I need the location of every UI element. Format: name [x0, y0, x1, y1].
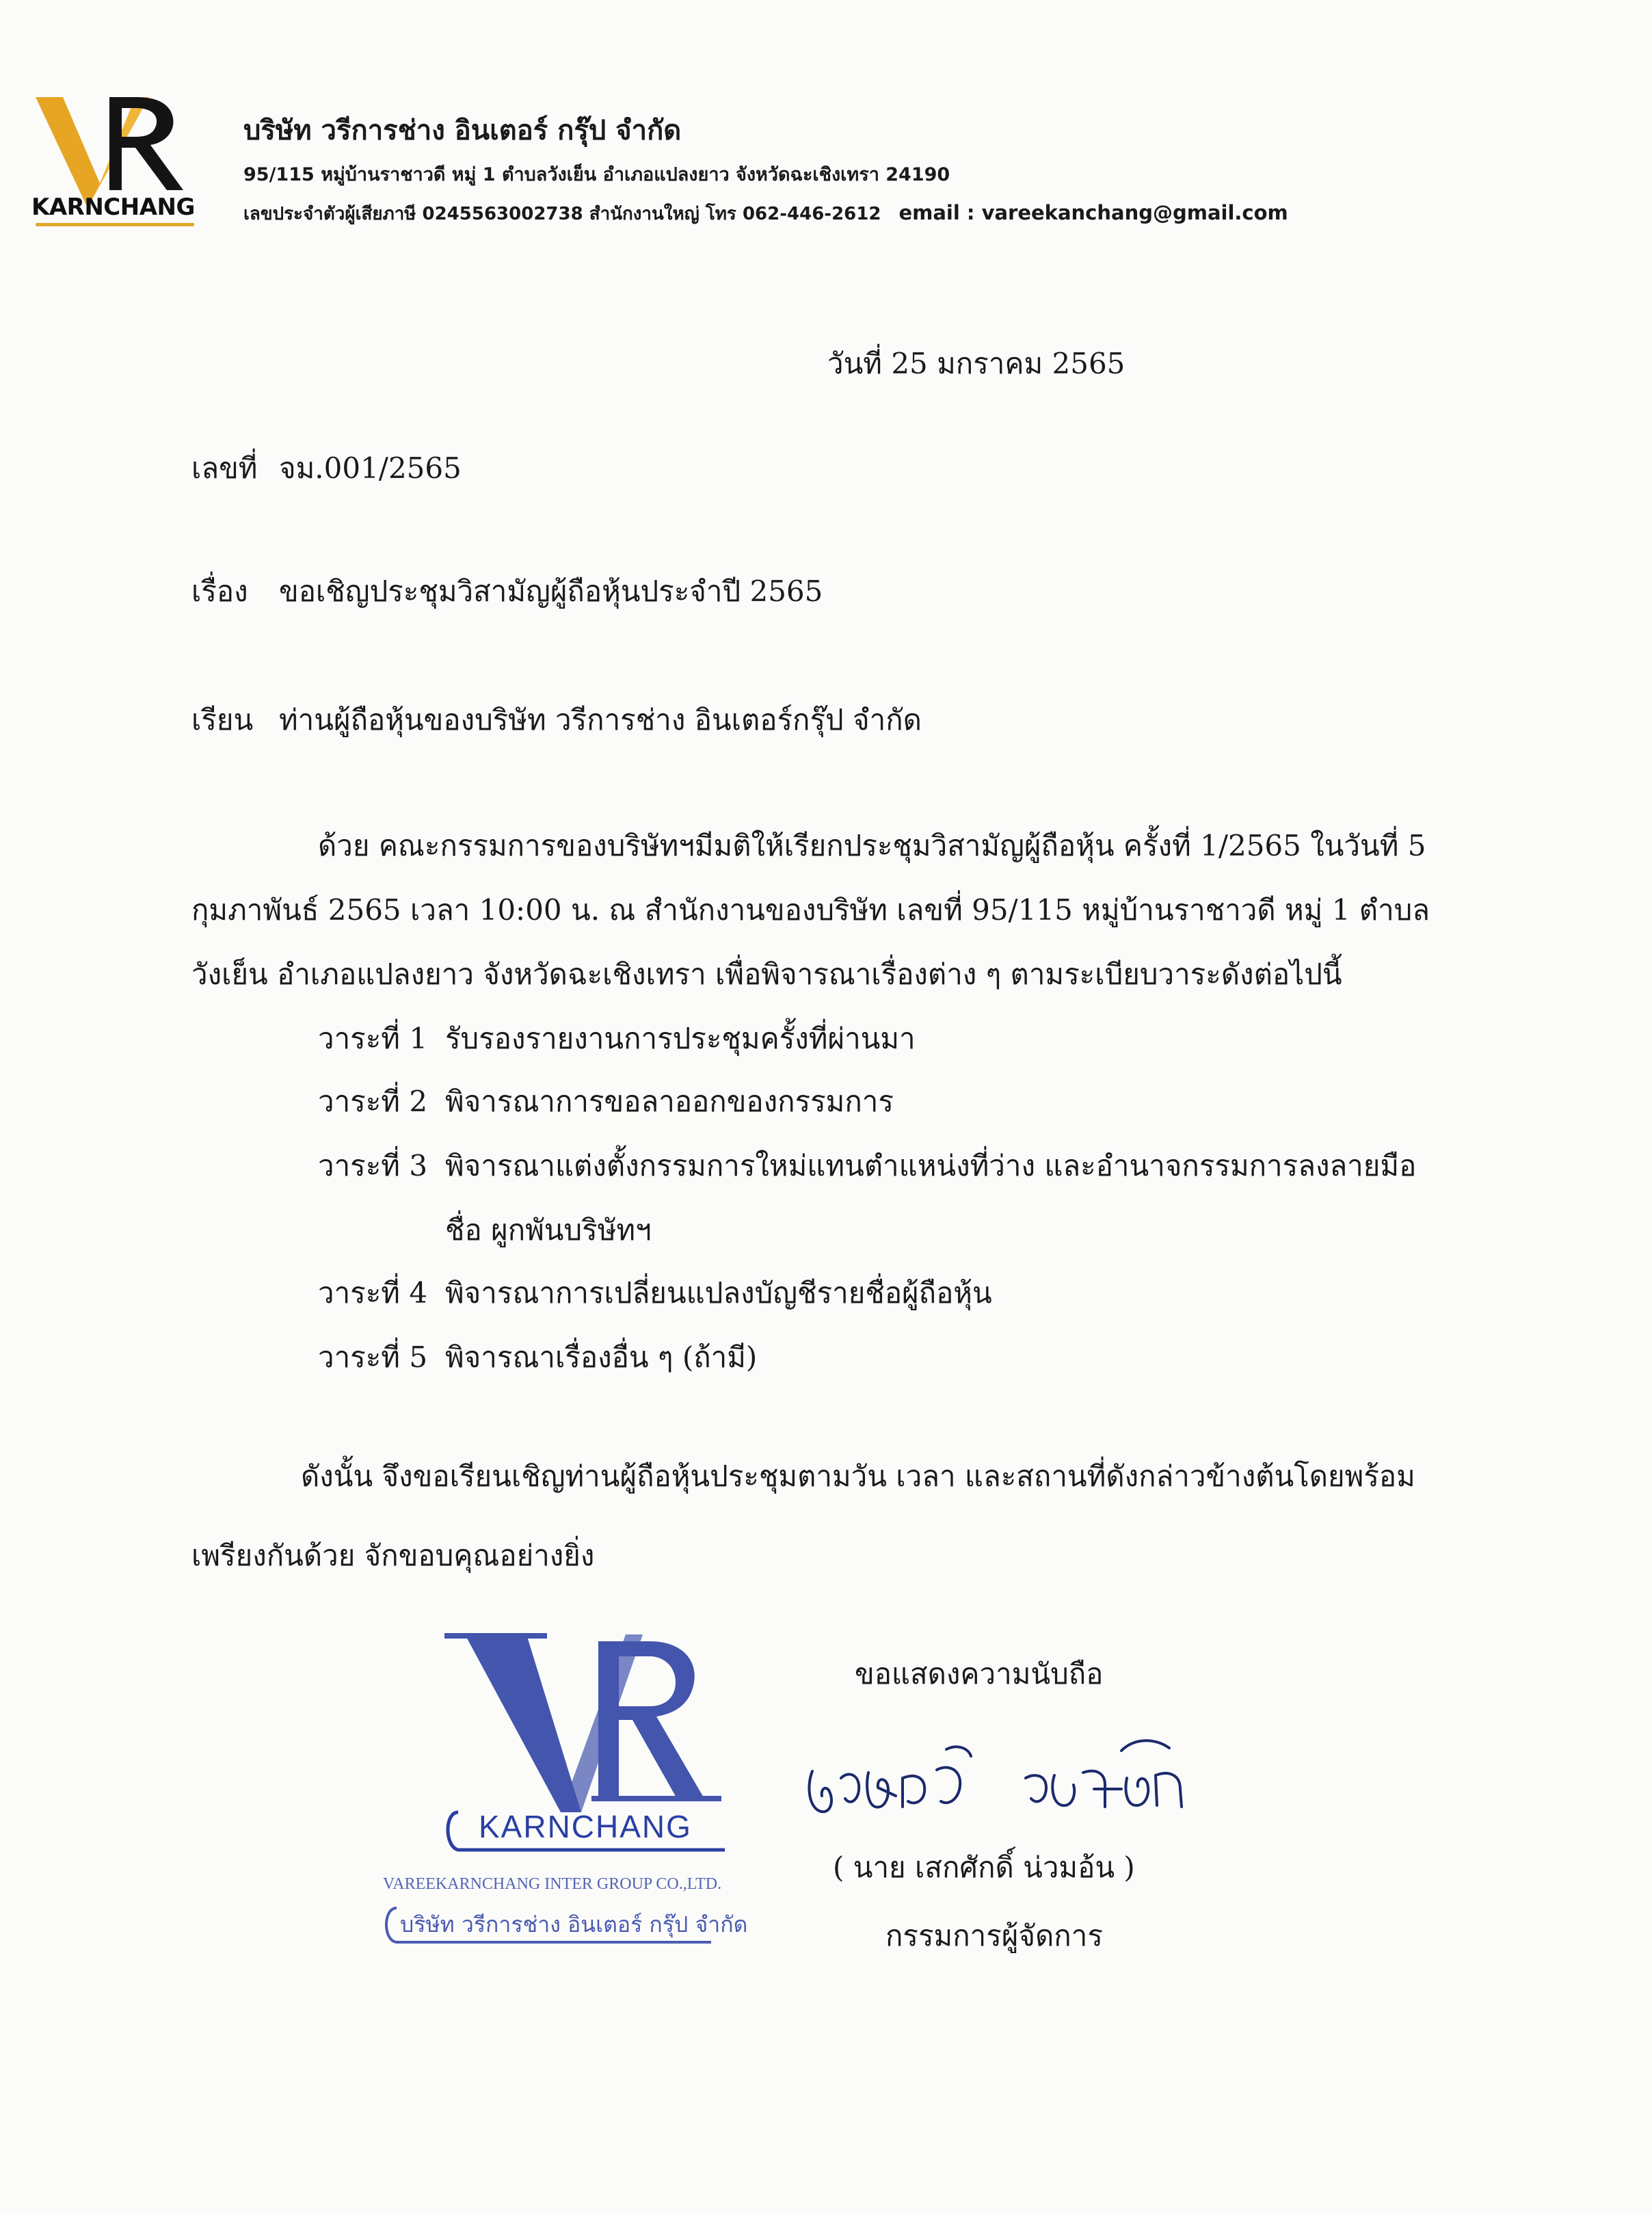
- agenda-item: [318, 1022, 916, 1056]
- agenda-text: พิจารณาแต่งตั้งกรรมการใหม่แทนตำแหน่งที่ว่าง และอำนาจกรรมการลงลายมือ: [445, 1149, 1417, 1182]
- company-email: email : vareekanchang@gmail.com: [898, 201, 1288, 224]
- closing-line: เพรียงกันด้วย จักขอบคุณอย่างยิ่ง: [191, 1539, 595, 1572]
- logo-wordmark: KARNCHANG: [31, 194, 195, 221]
- agenda-text: รับรองรายงานการประชุมครั้งที่ผ่านมา: [445, 1022, 916, 1055]
- agenda-item: [318, 1085, 894, 1119]
- stamp-wordmark: KARNCHANG: [479, 1809, 692, 1844]
- recipient-label: เรียน: [191, 703, 254, 737]
- reference-number: [191, 451, 462, 486]
- signer-title: กรรมการผู้จัดการ: [885, 1919, 1103, 1952]
- company-name: บริษัท วรีการช่าง อินเตอร์ กรุ๊ป จำกัด: [243, 115, 682, 146]
- reference-value: จม.001/2565: [279, 451, 462, 485]
- agenda-number: วาระที่ 2: [318, 1085, 428, 1118]
- logo-underline: [36, 223, 194, 226]
- company-contact: [243, 200, 1288, 228]
- agenda-item-continuation: ชื่อ ผูกพันบริษัทฯ: [445, 1213, 652, 1247]
- reference-label: เลขที่: [191, 451, 258, 485]
- company-address: 95/115 หมู่บ้านราชาวดี หมู่ 1 ตำบลวังเย็น อำเภอแปลงยาว จังหวัดฉะเชิงเทรา 24190: [243, 164, 950, 185]
- recipient: [191, 703, 922, 737]
- handwritten-signature: [800, 1730, 1203, 1826]
- letter-date: วันที่ 25 มกราคม 2565: [827, 347, 1125, 380]
- company-stamp: [356, 1614, 807, 1970]
- regards-text: ขอแสดงความนับถือ: [855, 1657, 1104, 1691]
- subject: [191, 574, 823, 609]
- agenda-item: [318, 1149, 1416, 1183]
- agenda-number: วาระที่ 4: [318, 1276, 428, 1310]
- body-line: กุมภาพันธ์ 2565 เวลา 10:00 น. ณ สำนักงานของบริษัท เลขที่ 95/115 หมู่บ้านราชาวดี หมู่ 1 ตำบล: [191, 893, 1430, 927]
- subject-label: เรื่อง: [191, 574, 248, 608]
- agenda-text: พิจารณาการขอลาออกของกรรมการ: [445, 1085, 894, 1118]
- agenda-item: [318, 1340, 757, 1375]
- stamp-line-th: บริษัท วรีการช่าง อินเตอร์ กรุ๊ป จำกัด: [400, 1911, 748, 1937]
- subject-value: ขอเชิญประชุมวิสามัญผู้ถือหุ้นประจำปี 2565: [279, 574, 823, 608]
- recipient-value: ท่านผู้ถือหุ้นของบริษัท วรีการช่าง อินเตอร์กรุ๊ป จำกัด: [279, 703, 922, 737]
- agenda-number: วาระที่ 3: [318, 1149, 428, 1182]
- signer-name: ( นาย เสกศักดิ์ น่วมอ้น ): [833, 1851, 1135, 1884]
- agenda-text: พิจารณาเรื่องอื่น ๆ (ถ้ามี): [445, 1340, 758, 1374]
- agenda-number: วาระที่ 5: [318, 1340, 428, 1374]
- agenda-item: [318, 1276, 992, 1310]
- closing-line: ดังนั้น จึงขอเรียนเชิญท่านผู้ถือหุ้นประชุมตามวัน เวลา และสถานที่ดังกล่าวข้างต้นโดยพร้อม: [301, 1459, 1415, 1493]
- tax-info: เลขประจำตัวผู้เสียภาษี 0245563002738 สำนักงานใหญ่ โทร 062-446-2612: [243, 204, 881, 224]
- agenda-text: พิจารณาการเปลี่ยนแปลงบัญชีรายชื่อผู้ถือหุ้น: [445, 1276, 992, 1310]
- body-line: ด้วย คณะกรรมการของบริษัทฯมีมติให้เรียกประชุมวิสามัญผู้ถือหุ้น ครั้งที่ 1/2565 ในวันที่ 5: [318, 829, 1426, 862]
- body-line: วังเย็น อำเภอแปลงยาว จังหวัดฉะเชิงเทรา เพื่อพิจารณาเรื่องต่าง ๆ ตามระเบียบวาระดังต่อไปนี้: [191, 957, 1342, 991]
- stamp-line-en: VAREEKARNCHANG INTER GROUP CO.,LTD.: [383, 1875, 722, 1893]
- agenda-number: วาระที่ 1: [318, 1022, 428, 1055]
